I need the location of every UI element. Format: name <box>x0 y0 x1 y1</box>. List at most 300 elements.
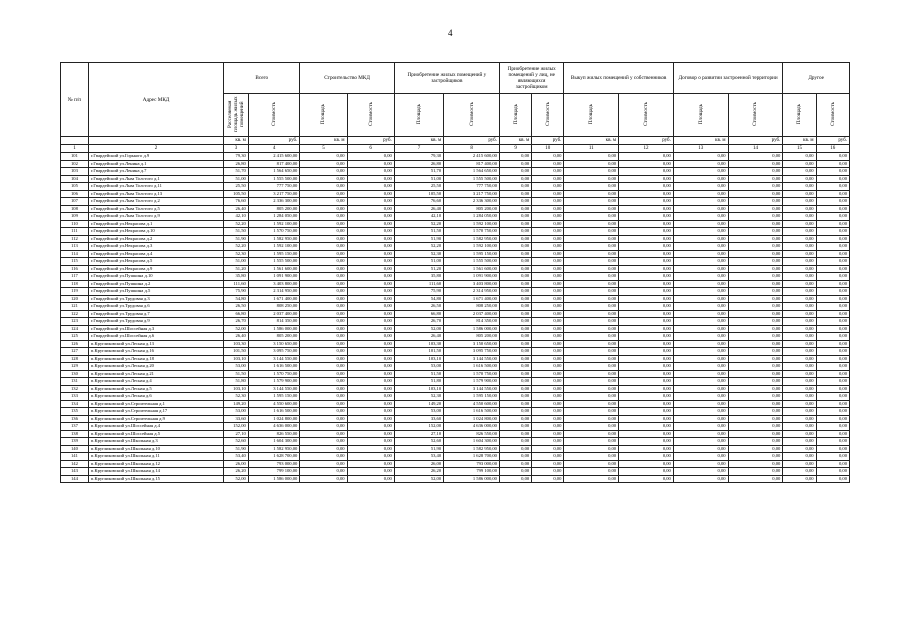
cell-total-area: 52,20 <box>224 243 249 251</box>
cell-total-cost: 1 595 150,00 <box>248 393 300 401</box>
cell-non-developer-cost: 0,00 <box>532 325 564 333</box>
cell-developer-area: 52,20 <box>394 243 443 251</box>
cell-construction-cost: 0,00 <box>347 430 394 438</box>
cell-row-number: 129 <box>61 363 89 371</box>
cell-construction-area: 0,00 <box>300 250 347 258</box>
cell-contract-cost: 0,00 <box>728 153 783 161</box>
cell-other-area: 0,00 <box>783 220 816 228</box>
cell-total-cost: 814 350,00 <box>248 318 300 326</box>
cell-address: г.Гвардейский ул.Некрасова д.2 <box>88 235 223 243</box>
cell-row-number: 133 <box>61 393 89 401</box>
cell-non-developer-cost: 0,00 <box>532 445 564 453</box>
cell-contract-area: 0,00 <box>673 258 728 266</box>
cell-row-number: 117 <box>61 273 89 281</box>
cell-developer-area: 52,30 <box>394 393 443 401</box>
cell-non-developer-area: 0,00 <box>499 265 531 273</box>
table-row <box>61 183 850 191</box>
cell-address: г.Гвардейский ул.Льва Толстого д.1 <box>88 175 223 183</box>
cell-other-cost: 0,00 <box>816 250 849 258</box>
cell-other-area: 0,00 <box>783 378 816 386</box>
cell-buyout-cost: 0,00 <box>619 303 674 311</box>
cell-developer-area: 53,00 <box>394 408 443 416</box>
cell-other-area: 0,00 <box>783 235 816 243</box>
cell-total-cost: 1 555 500,00 <box>248 258 300 266</box>
cell-non-developer-cost: 0,00 <box>532 175 564 183</box>
cell-non-developer-cost: 0,00 <box>532 310 564 318</box>
cell-developer-area: 33,60 <box>394 415 443 423</box>
cell-buyout-area: 0,00 <box>564 453 619 461</box>
cell-non-developer-cost: 0,00 <box>532 340 564 348</box>
cell-contract-area: 0,00 <box>673 438 728 446</box>
cell-row-number: 113 <box>61 243 89 251</box>
cell-non-developer-cost: 0,00 <box>532 190 564 198</box>
cell-address: п.Кругликовский ул.Шоссейная д.4 <box>88 423 223 431</box>
cell-total-cost: 2 037 400,00 <box>248 310 300 318</box>
cell-construction-cost: 0,00 <box>347 333 394 341</box>
cell-construction-area: 0,00 <box>300 235 347 243</box>
cell-non-developer-area: 0,00 <box>499 393 531 401</box>
cell-construction-cost: 0,00 <box>347 318 394 326</box>
cell-construction-cost: 0,00 <box>347 378 394 386</box>
column-number: 5 <box>300 145 347 153</box>
cell-row-number: 123 <box>61 318 89 326</box>
cell-buyout-area: 0,00 <box>564 205 619 213</box>
cell-construction-area: 0,00 <box>300 220 347 228</box>
cell-developer-area: 75,90 <box>394 288 443 296</box>
cell-buyout-cost: 0,00 <box>619 213 674 221</box>
cell-other-area: 0,00 <box>783 213 816 221</box>
cell-total-area: 51,00 <box>224 258 249 266</box>
table-row <box>61 295 850 303</box>
cell-buyout-cost: 0,00 <box>619 228 674 236</box>
cell-address: п.Кругликовский ул.Лесная д.20 <box>88 363 223 371</box>
cell-other-cost: 0,00 <box>816 235 849 243</box>
cell-buyout-area: 0,00 <box>564 235 619 243</box>
cell-other-cost: 0,00 <box>816 168 849 176</box>
table-row <box>61 205 850 213</box>
cell-developer-area: 51,90 <box>394 445 443 453</box>
cell-non-developer-area: 0,00 <box>499 415 531 423</box>
cell-buyout-cost: 0,00 <box>619 265 674 273</box>
cell-contract-area: 0,00 <box>673 363 728 371</box>
cell-contract-area: 0,00 <box>673 175 728 183</box>
cell-address: п.Кругликовский ул.Лесная д.21 <box>88 370 223 378</box>
cell-total-cost: 3 150 650,00 <box>248 340 300 348</box>
cell-construction-cost: 0,00 <box>347 213 394 221</box>
cell-developer-area: 26,20 <box>394 468 443 476</box>
cell-address: г.Гвардейский ул.Шоссейная д.6 <box>88 333 223 341</box>
cell-other-area: 0,00 <box>783 198 816 206</box>
cell-developer-area: 53,00 <box>394 363 443 371</box>
cell-contract-cost: 0,00 <box>728 453 783 461</box>
cell-developer-cost: 3 150 650,00 <box>444 340 500 348</box>
cell-non-developer-area: 0,00 <box>499 348 531 356</box>
cell-developer-cost: 3 403 800,00 <box>444 280 500 288</box>
cell-contract-area: 0,00 <box>673 445 728 453</box>
cell-row-number: 130 <box>61 370 89 378</box>
unit-cell: кв. м <box>673 137 728 145</box>
cell-construction-cost: 0,00 <box>347 340 394 348</box>
cell-non-developer-area: 0,00 <box>499 250 531 258</box>
cell-developer-cost: 1 561 600,00 <box>444 265 500 273</box>
cell-other-cost: 0,00 <box>816 295 849 303</box>
cell-non-developer-area: 0,00 <box>499 423 531 431</box>
cell-contract-cost: 0,00 <box>728 160 783 168</box>
cell-total-area: 105,50 <box>224 190 249 198</box>
cell-contract-cost: 0,00 <box>728 288 783 296</box>
cell-developer-area: 51,00 <box>394 258 443 266</box>
cell-total-area: 53,00 <box>224 408 249 416</box>
cell-total-area: 51,00 <box>224 175 249 183</box>
cell-developer-cost: 805 200,00 <box>444 333 500 341</box>
table-row <box>61 400 850 408</box>
cell-developer-cost: 1 595 150,00 <box>444 393 500 401</box>
cell-contract-cost: 0,00 <box>728 235 783 243</box>
cell-other-area: 0,00 <box>783 385 816 393</box>
cell-total-cost: 1 582 950,00 <box>248 235 300 243</box>
cell-contract-cost: 0,00 <box>728 400 783 408</box>
cell-buyout-cost: 0,00 <box>619 273 674 281</box>
cell-developer-area: 51,70 <box>394 168 443 176</box>
column-number: 1 <box>61 145 89 153</box>
cell-other-area: 0,00 <box>783 318 816 326</box>
column-number: 8 <box>444 145 500 153</box>
cell-address: г.Гвардейский ул.Некрасова д.5 <box>88 258 223 266</box>
subheader-area: Площадь <box>783 94 816 137</box>
cell-non-developer-cost: 0,00 <box>532 273 564 281</box>
cell-construction-cost: 0,00 <box>347 250 394 258</box>
cell-construction-area: 0,00 <box>300 408 347 416</box>
cell-non-developer-area: 0,00 <box>499 400 531 408</box>
cell-developer-cost: 1 582 950,00 <box>444 235 500 243</box>
cell-construction-area: 0,00 <box>300 423 347 431</box>
unit-cell: кв. м <box>499 137 531 145</box>
cell-total-area: 52,00 <box>224 475 249 483</box>
cell-buyout-cost: 0,00 <box>619 190 674 198</box>
cell-non-developer-cost: 0,00 <box>532 408 564 416</box>
table-row <box>61 303 850 311</box>
subheader-cost: Стоимость <box>619 94 674 137</box>
cell-developer-cost: 1 586 000,00 <box>444 325 500 333</box>
cell-developer-area: 54,80 <box>394 295 443 303</box>
cell-developer-area: 52,00 <box>394 325 443 333</box>
table-row <box>61 175 850 183</box>
cell-contract-area: 0,00 <box>673 295 728 303</box>
cell-other-cost: 0,00 <box>816 280 849 288</box>
cell-construction-cost: 0,00 <box>347 243 394 251</box>
cell-developer-area: 26,40 <box>394 205 443 213</box>
unit-cell-empty <box>61 137 89 145</box>
cell-contract-cost: 0,00 <box>728 370 783 378</box>
cell-construction-cost: 0,00 <box>347 228 394 236</box>
cell-other-cost: 0,00 <box>816 400 849 408</box>
cell-address: п.Кругликовский ул.Лесная д.6 <box>88 393 223 401</box>
cell-address: г.Гвардейский ул.Шоссейная д.3 <box>88 325 223 333</box>
cell-buyout-cost: 0,00 <box>619 183 674 191</box>
cell-total-area: 54,80 <box>224 295 249 303</box>
cell-non-developer-cost: 0,00 <box>532 258 564 266</box>
cell-total-area: 52,00 <box>224 325 249 333</box>
cell-construction-cost: 0,00 <box>347 438 394 446</box>
cell-non-developer-cost: 0,00 <box>532 303 564 311</box>
cell-buyout-cost: 0,00 <box>619 468 674 476</box>
cell-construction-area: 0,00 <box>300 460 347 468</box>
cell-contract-cost: 0,00 <box>728 228 783 236</box>
cell-address: г.Гвардейский ул.Некрасова д.9 <box>88 265 223 273</box>
cell-other-cost: 0,00 <box>816 475 849 483</box>
cell-non-developer-area: 0,00 <box>499 175 531 183</box>
cell-total-cost: 1 579 900,00 <box>248 378 300 386</box>
cell-total-area: 26,00 <box>224 460 249 468</box>
cell-other-area: 0,00 <box>783 228 816 236</box>
header-group-developers: Приобретение жилых помещений у застройщиков <box>394 63 499 94</box>
cell-contract-cost: 0,00 <box>728 460 783 468</box>
cell-construction-cost: 0,00 <box>347 385 394 393</box>
cell-non-developer-area: 0,00 <box>499 475 531 483</box>
cell-construction-cost: 0,00 <box>347 460 394 468</box>
cell-contract-area: 0,00 <box>673 348 728 356</box>
cell-total-cost: 3 144 550,00 <box>248 385 300 393</box>
cell-buyout-cost: 0,00 <box>619 355 674 363</box>
cell-total-area: 76,60 <box>224 198 249 206</box>
cell-row-number: 132 <box>61 385 89 393</box>
cell-other-area: 0,00 <box>783 453 816 461</box>
cell-contract-area: 0,00 <box>673 220 728 228</box>
table-row <box>61 168 850 176</box>
cell-non-developer-cost: 0,00 <box>532 205 564 213</box>
cell-developer-area: 51,90 <box>394 235 443 243</box>
header-group-buyout: Выкуп жилых помещений у собственников <box>564 63 673 94</box>
cell-address: п.Кругликовский ул.Школьная д.14 <box>88 468 223 476</box>
cell-buyout-cost: 0,00 <box>619 325 674 333</box>
cell-contract-cost: 0,00 <box>728 205 783 213</box>
cell-construction-area: 0,00 <box>300 363 347 371</box>
cell-non-developer-cost: 0,00 <box>532 318 564 326</box>
cell-row-number: 131 <box>61 378 89 386</box>
cell-buyout-area: 0,00 <box>564 400 619 408</box>
cell-developer-area: 105,50 <box>394 190 443 198</box>
cell-non-developer-area: 0,00 <box>499 318 531 326</box>
cell-buyout-cost: 0,00 <box>619 348 674 356</box>
cell-buyout-area: 0,00 <box>564 438 619 446</box>
cell-other-area: 0,00 <box>783 288 816 296</box>
cell-contract-cost: 0,00 <box>728 415 783 423</box>
cell-construction-area: 0,00 <box>300 475 347 483</box>
header-group-total: Всего <box>224 63 300 94</box>
header-group-other: Другое <box>783 63 850 94</box>
cell-total-cost: 777 750,00 <box>248 183 300 191</box>
cell-buyout-area: 0,00 <box>564 280 619 288</box>
cell-contract-area: 0,00 <box>673 393 728 401</box>
cell-buyout-cost: 0,00 <box>619 220 674 228</box>
cell-developer-area: 66,80 <box>394 310 443 318</box>
page-number: 4 <box>448 28 453 38</box>
cell-contract-cost: 0,00 <box>728 445 783 453</box>
cell-other-cost: 0,00 <box>816 325 849 333</box>
cell-row-number: 109 <box>61 213 89 221</box>
cell-buyout-cost: 0,00 <box>619 430 674 438</box>
cell-developer-cost: 1 604 300,00 <box>444 438 500 446</box>
cell-row-number: 141 <box>61 453 89 461</box>
cell-construction-cost: 0,00 <box>347 408 394 416</box>
cell-contract-cost: 0,00 <box>728 295 783 303</box>
cell-developer-area: 26,40 <box>394 333 443 341</box>
cell-non-developer-area: 0,00 <box>499 160 531 168</box>
cell-construction-cost: 0,00 <box>347 475 394 483</box>
table-row <box>61 250 850 258</box>
cell-total-area: 51,70 <box>224 168 249 176</box>
cell-contract-cost: 0,00 <box>728 363 783 371</box>
table-row <box>61 363 850 371</box>
cell-buyout-cost: 0,00 <box>619 453 674 461</box>
cell-non-developer-cost: 0,00 <box>532 415 564 423</box>
cell-developer-cost: 1 579 900,00 <box>444 378 500 386</box>
cell-construction-area: 0,00 <box>300 415 347 423</box>
cell-non-developer-area: 0,00 <box>499 370 531 378</box>
cell-contract-area: 0,00 <box>673 333 728 341</box>
table-row <box>61 153 850 161</box>
cell-total-cost: 1 604 300,00 <box>248 438 300 446</box>
cell-address: п.Кругликовский ул.Лесная д.16 <box>88 348 223 356</box>
cell-other-cost: 0,00 <box>816 288 849 296</box>
cell-developer-cost: 826 550,00 <box>444 430 500 438</box>
cell-other-cost: 0,00 <box>816 423 849 431</box>
cell-construction-area: 0,00 <box>300 168 347 176</box>
cell-other-cost: 0,00 <box>816 183 849 191</box>
cell-contract-cost: 0,00 <box>728 175 783 183</box>
table-row <box>61 415 850 423</box>
cell-construction-area: 0,00 <box>300 205 347 213</box>
cell-non-developer-area: 0,00 <box>499 438 531 446</box>
cell-buyout-area: 0,00 <box>564 265 619 273</box>
cell-total-area: 51,80 <box>224 378 249 386</box>
cell-non-developer-area: 0,00 <box>499 430 531 438</box>
cell-other-area: 0,00 <box>783 423 816 431</box>
cell-other-cost: 0,00 <box>816 258 849 266</box>
cell-construction-area: 0,00 <box>300 393 347 401</box>
unit-cell: руб. <box>248 137 300 145</box>
cell-developer-cost: 1 091 900,00 <box>444 273 500 281</box>
cell-developer-cost: 1 592 100,00 <box>444 220 500 228</box>
unit-cell-empty <box>88 137 223 145</box>
cell-row-number: 103 <box>61 168 89 176</box>
cell-address: г.Гвардейский ул.Некрасова д.4 <box>88 250 223 258</box>
cell-buyout-area: 0,00 <box>564 160 619 168</box>
cell-buyout-cost: 0,00 <box>619 295 674 303</box>
cell-developer-area: 26,80 <box>394 160 443 168</box>
cell-total-area: 51,20 <box>224 265 249 273</box>
cell-construction-area: 0,00 <box>300 175 347 183</box>
cell-buyout-cost: 0,00 <box>619 370 674 378</box>
cell-total-cost: 817 400,00 <box>248 160 300 168</box>
cell-buyout-area: 0,00 <box>564 190 619 198</box>
header-address: Адрес МКД <box>88 63 223 137</box>
cell-contract-area: 0,00 <box>673 460 728 468</box>
cell-row-number: 136 <box>61 415 89 423</box>
cell-contract-cost: 0,00 <box>728 348 783 356</box>
cell-buyout-area: 0,00 <box>564 408 619 416</box>
table-row <box>61 318 850 326</box>
cell-non-developer-cost: 0,00 <box>532 348 564 356</box>
cell-buyout-cost: 0,00 <box>619 318 674 326</box>
cell-contract-cost: 0,00 <box>728 333 783 341</box>
cell-other-cost: 0,00 <box>816 415 849 423</box>
cell-non-developer-cost: 0,00 <box>532 468 564 476</box>
cell-other-cost: 0,00 <box>816 190 849 198</box>
unit-cell: руб. <box>347 137 394 145</box>
column-number: 7 <box>394 145 443 153</box>
cell-contract-area: 0,00 <box>673 318 728 326</box>
table-row <box>61 393 850 401</box>
cell-non-developer-area: 0,00 <box>499 303 531 311</box>
cell-address: г.Гвардейский ул.Трудовая д.9 <box>88 318 223 326</box>
cell-total-cost: 793 000,00 <box>248 460 300 468</box>
cell-developer-cost: 2 415 600,00 <box>444 153 500 161</box>
resettlement-table <box>60 62 850 483</box>
cell-construction-area: 0,00 <box>300 355 347 363</box>
cell-non-developer-cost: 0,00 <box>532 265 564 273</box>
cell-non-developer-cost: 0,00 <box>532 198 564 206</box>
cell-total-cost: 826 550,00 <box>248 430 300 438</box>
cell-developer-cost: 1 582 950,00 <box>444 445 500 453</box>
cell-total-area: 51,50 <box>224 370 249 378</box>
column-number: 16 <box>816 145 849 153</box>
cell-construction-area: 0,00 <box>300 378 347 386</box>
cell-other-cost: 0,00 <box>816 468 849 476</box>
cell-non-developer-cost: 0,00 <box>532 250 564 258</box>
cell-other-cost: 0,00 <box>816 318 849 326</box>
cell-contract-cost: 0,00 <box>728 198 783 206</box>
table-row <box>61 468 850 476</box>
cell-developer-cost: 1 671 400,00 <box>444 295 500 303</box>
cell-contract-area: 0,00 <box>673 378 728 386</box>
cell-developer-area: 26,00 <box>394 460 443 468</box>
cell-buyout-area: 0,00 <box>564 325 619 333</box>
column-number: 15 <box>783 145 816 153</box>
cell-other-cost: 0,00 <box>816 355 849 363</box>
cell-non-developer-area: 0,00 <box>499 385 531 393</box>
table-row <box>61 220 850 228</box>
cell-construction-cost: 0,00 <box>347 363 394 371</box>
cell-other-area: 0,00 <box>783 175 816 183</box>
cell-other-area: 0,00 <box>783 468 816 476</box>
cell-non-developer-cost: 0,00 <box>532 153 564 161</box>
cell-address: г.Гвардейский ул.Пушкина д.10 <box>88 273 223 281</box>
cell-other-cost: 0,00 <box>816 243 849 251</box>
cell-row-number: 128 <box>61 355 89 363</box>
cell-row-number: 112 <box>61 235 89 243</box>
cell-developer-area: 51,20 <box>394 265 443 273</box>
cell-buyout-area: 0,00 <box>564 303 619 311</box>
cell-total-area: 26,50 <box>224 303 249 311</box>
cell-construction-area: 0,00 <box>300 340 347 348</box>
cell-construction-area: 0,00 <box>300 445 347 453</box>
cell-contract-area: 0,00 <box>673 190 728 198</box>
cell-address: п.Кругликовский ул.Школьная д.10 <box>88 445 223 453</box>
cell-contract-cost: 0,00 <box>728 168 783 176</box>
cell-non-developer-cost: 0,00 <box>532 168 564 176</box>
cell-other-area: 0,00 <box>783 363 816 371</box>
cell-construction-cost: 0,00 <box>347 393 394 401</box>
cell-non-developer-area: 0,00 <box>499 295 531 303</box>
cell-buyout-cost: 0,00 <box>619 333 674 341</box>
cell-developer-area: 76,60 <box>394 198 443 206</box>
cell-other-area: 0,00 <box>783 190 816 198</box>
cell-developer-area: 51,00 <box>394 175 443 183</box>
cell-other-area: 0,00 <box>783 168 816 176</box>
cell-contract-cost: 0,00 <box>728 273 783 281</box>
cell-developer-cost: 808 250,00 <box>444 303 500 311</box>
